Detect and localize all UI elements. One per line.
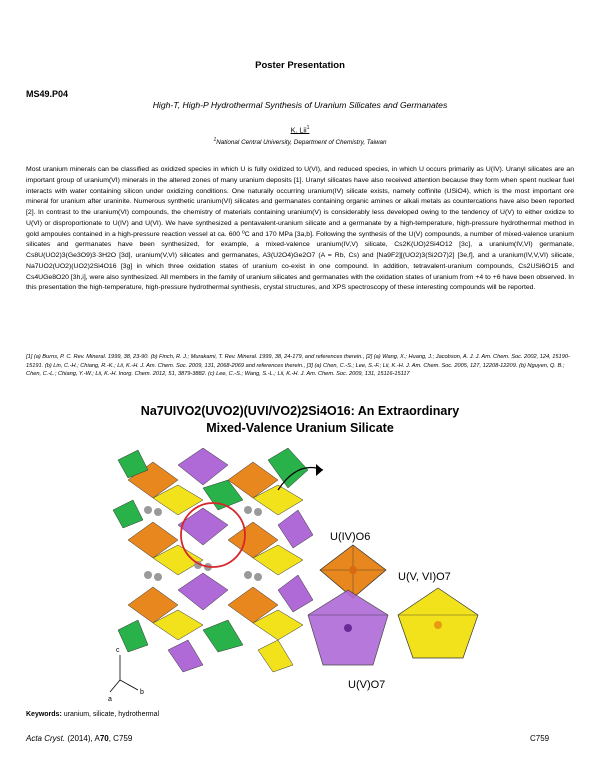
author bbox=[0, 125, 600, 134]
axis-c-label: c bbox=[116, 647, 120, 654]
footer-page: , C759 bbox=[108, 734, 133, 743]
polyhedra-framework bbox=[113, 448, 313, 672]
author-name: K. Lii bbox=[290, 125, 307, 135]
paper-code: MS49.P04 bbox=[26, 89, 69, 99]
abstract-body: Most uranium minerals can be classified as oxidized species in which U is fully oxidized to U(VI), and reduced species, in which U occurs primarily as U(IV). Uranyl silicates are an important group of uranium(VI) minerals in the altered zones of many uranium deposits [1]. Uranyl silicates have also received attention because they form when spent nuclear fuel interacts with water containing silicon under oxidizing conditions. One naturally occurring uranium(IV) silicate exists, namely coffinite (USiO4), which is the most important ore mineral for uranium after uraninite. Numerous synthetic uranium(VI) silicates and germanates containing organic amines or alkali metals as countercations have also been reported [2]. In contrast to the uranium(VI) compounds, the chemistry of materials containing uranium(V) is considerably less developed owing to the tendency of U(V) to either oxidize to U(VI) or disproportionate to U(IV) and U(VI). We have synthesized a pentavalent-uranium silicate and a germanate by a high-temperature, high-pressure hydrothermal method in gold ampoules contained in a high-pressure reaction vessel at ca. 600 ºC and 170 MPa [3a,b]. Following the synthesis of the U(V) compounds, a number of mixed-valence uranium silicates and germanates have been synthesized, for example, a mixed-valence uranium(IV,V) silicate, Cs2K(UO)2Si4O12 [3c], a uranium(IV,VI) germanate, Cs8U(UO2)3(Ge3O9)3·3H2O [3d], uranium(V,VI) silicates and germanates, A3(U2O4)Ge2O7 (A = Rb, Cs) and [Na9F2][(UO2)3(Si2O7)2] [3e,f], and a uranium(IV,V,VI) silicate, Na7UO2(UO2)(UO2)2Si4O16 [3g] in which three oxidation states of uranium co-exist in one compound. In addition, tetravalent-uranium compounds, Cs2USi6O15 and Cs4UGe8O20 [3h,i], were also synthesized. All members in the family of uranium silicates and germanates with the oxidation states of uranium from +4 to +6 have been observed. In this presentation the high-temperature, high-pressure hydrothermal synthesis, crystal structures, and XPS spectroscopy of these interesting compounds will be reported. bbox=[26, 166, 574, 292]
section-heading: Poster Presentation bbox=[255, 60, 345, 71]
crystal-structure-figure bbox=[108, 440, 508, 702]
keywords-label: Keywords: bbox=[26, 711, 62, 718]
figure-title-line1: Na7UIVO2(UVO2)(UVI/VO2)2Si4O16: An Extraordinary bbox=[140, 404, 460, 418]
keywords-text: uranium, silicate, hydrothermal bbox=[63, 711, 160, 718]
footer-page-number: C759 bbox=[530, 734, 550, 743]
axes-icon bbox=[108, 647, 144, 702]
paper-title: High-T, High-P Hydrothermal Synthesis of Uranium Silicates and Germanates bbox=[152, 100, 448, 110]
references: [1] (a) Burns, P. C. Rev. Mineral. 1999, 38, 23-90. (b) Finch, R. J.; Murakami, T. Rev. Mineral. 1999, 38, 24-179, and references therein., [2] (a) Wang, X.; Huang, J.; Jacobson, A. J. J. Am. Chem. Soc. 2002, 124, 15190-15191. (b) Lin, C.-H.; Chiang, R.-K.; Lii, K.-H. J. Am. Chem. Soc. 2009, 131, 2068-2069 and references therein., [3] (a) Chen, C.-S.; Lee, S.-F.; Lii, K.-H. J. Am. Chem. Soc. 2005, 127, 12208-12209. (b) Nguyen, Q. B.; Chen, C.-L.; Chiang, Y.-W.; Lii, K.-H. Inorg. Chem. 2012, 51, 3879-3882. (c) Lee, C.-S.; Wang, S.-L.; Lii, K.-H. J. Am. Chem. Soc. 2009, 131, 15116-15117 bbox=[26, 354, 570, 378]
footer-journal: Acta Cryst. bbox=[26, 734, 66, 743]
footer-year: (2014), A bbox=[67, 734, 100, 743]
footer-citation bbox=[26, 734, 132, 743]
keywords bbox=[26, 711, 159, 718]
figure-title-line2: Mixed-Valence Uranium Silicate bbox=[206, 421, 394, 435]
uiv-octahedron bbox=[320, 545, 386, 598]
author-superscript: 1 bbox=[306, 125, 310, 131]
affiliation-superscript: 1 bbox=[213, 137, 217, 143]
uv-label: U(V)O7 bbox=[348, 679, 386, 691]
uvvi-label: U(V, VI)O7 bbox=[398, 571, 451, 583]
uvvi-polyhedron bbox=[398, 588, 478, 658]
uiv-label: U(IV)O6 bbox=[330, 531, 371, 543]
affiliation bbox=[0, 137, 600, 146]
axis-b-label: b bbox=[140, 689, 144, 696]
uv-polyhedron bbox=[308, 590, 388, 665]
axis-a-label: a bbox=[108, 696, 112, 702]
affiliation-text: National Central University, Department of Chemistry, Taiwan bbox=[216, 139, 387, 147]
footer-volume: 70 bbox=[99, 734, 109, 743]
